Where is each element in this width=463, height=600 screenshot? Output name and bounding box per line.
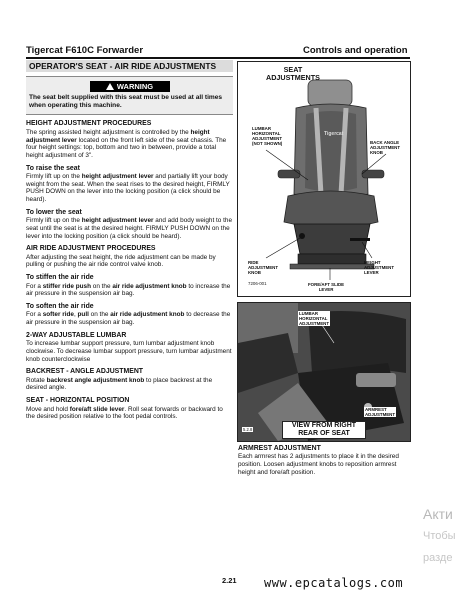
height-intro bbox=[26, 129, 233, 160]
label-back-angle-knob bbox=[370, 140, 400, 155]
activation-overlay-line2: Чтобы bbox=[423, 530, 456, 542]
height-heading: HEIGHT ADJUSTMENT PROCEDURES bbox=[26, 120, 152, 128]
lumbar-l2: HORIZONTAL bbox=[252, 131, 281, 136]
label-fore-aft-lever bbox=[308, 282, 344, 292]
foreaft-l1: FORE/AFT SLIDE bbox=[308, 282, 345, 287]
soften-heading: To soften the air ride bbox=[26, 302, 94, 310]
right-column bbox=[238, 445, 410, 477]
photo-lumbar-l3: ADJUSTMENT bbox=[299, 321, 330, 326]
seat-horizontal-b: . Roll seat forwards or backward to the desired position relative to the foot pedal controls. bbox=[26, 405, 223, 421]
header-rule bbox=[26, 57, 410, 59]
raise-bold: height adjustment lever bbox=[81, 173, 154, 181]
soften-b: , bbox=[73, 311, 78, 319]
backrest-a: Rotate bbox=[26, 376, 47, 384]
header-section: Controls and operation bbox=[303, 45, 408, 56]
stiffen-b: on the bbox=[91, 282, 113, 290]
figure-code: 7206-001 bbox=[248, 281, 267, 286]
photo-code: 5.2.8 bbox=[243, 427, 253, 432]
seat-horizontal-a: Move and hold bbox=[26, 405, 70, 413]
soften-bold-b: pull bbox=[77, 311, 89, 319]
photo-label-lumbar bbox=[298, 311, 330, 326]
air-ride-intro: After adjusting the seat height, the ride adjustment can be made by pulling or pushing the air ride control valve knob. bbox=[26, 253, 216, 269]
seat-horizontal-bold: fore/aft slide lever bbox=[69, 405, 125, 413]
foreaft-l2: LEVER bbox=[318, 287, 334, 292]
label-lumbar-adjustment bbox=[252, 126, 282, 146]
stiffen-heading: To stiffen the air ride bbox=[26, 274, 94, 282]
height-intro-bold: height adjustment lever bbox=[26, 128, 210, 144]
activation-overlay-line1: Акти bbox=[423, 506, 453, 522]
soften-c: on the bbox=[88, 311, 111, 319]
lower-a: Firmly lift up on the bbox=[26, 217, 82, 225]
ride-l1: RIDE bbox=[248, 260, 259, 265]
height-intro-a: The spring assisted height adjustment is controlled by the bbox=[26, 128, 191, 136]
backrest-text bbox=[26, 377, 233, 392]
soften-bold-a: softer ride bbox=[42, 311, 74, 319]
label-ride-knob bbox=[248, 260, 278, 275]
warning-box bbox=[26, 76, 233, 115]
seat-horizontal-heading: SEAT - HORIZONTAL POSITION bbox=[26, 397, 130, 405]
backangle-l1: BACK ANGLE bbox=[370, 140, 400, 145]
lower-bold: height adjustment lever bbox=[81, 217, 154, 225]
warning-label-text: WARNING bbox=[116, 82, 154, 91]
soften-text bbox=[26, 311, 233, 326]
lumbar-l3: ADJUSTMENT bbox=[252, 136, 283, 141]
backangle-l3: KNOB bbox=[370, 150, 383, 155]
armrest-text: Each armrest has 2 adjustments to place it in the desired position. Loosen adjustment knobs to reposition armrest height and fore/aft position. bbox=[238, 453, 399, 476]
stiffen-c: to increase the air pressure in the suspension air bag. bbox=[26, 282, 231, 298]
height-l1: HEIGHT bbox=[364, 260, 381, 265]
watermark-url: www.epcatalogs.com bbox=[264, 576, 404, 590]
backrest-bold: backrest angle adjustment knob bbox=[46, 376, 145, 384]
photo-label-armrest bbox=[364, 407, 396, 417]
warning-triangle-icon bbox=[106, 83, 114, 90]
air-ride-heading: AIR RIDE ADJUSTMENT PROCEDURES bbox=[26, 245, 156, 253]
ride-l2: ADJUSTMENT bbox=[248, 265, 279, 270]
left-column bbox=[26, 60, 233, 421]
stiffen-bold-b: air ride adjustment knob bbox=[112, 282, 187, 290]
label-height-lever bbox=[364, 260, 394, 275]
height-l3: LEVER bbox=[364, 270, 379, 275]
figure-title-line1: SEAT bbox=[283, 65, 303, 74]
photo-armrest-l1: ARMREST bbox=[365, 407, 387, 412]
backrest-heading: BACKREST - ANGLE ADJUSTMENT bbox=[26, 368, 144, 376]
raise-heading: To raise the seat bbox=[26, 164, 80, 172]
height-intro-b: located on the front left side of the seat chassis. The four height settings: top, bottom and two in between, provide a total height adjustment of 3". bbox=[26, 136, 227, 159]
lumbar-text: To increase lumbar support pressure, turn lumbar adjustment knob clockwise. To decrease lumbar support pressure, turn lumbar adjustment knob counterclockwise bbox=[26, 340, 232, 363]
warning-label bbox=[90, 81, 170, 92]
lumbar-heading: 2-WAY ADJUSTABLE LUMBAR bbox=[26, 331, 127, 339]
seat-adjustments-figure bbox=[237, 61, 411, 297]
seat-brand-logo: Tigercat bbox=[324, 131, 344, 137]
backrest-b: to place backrest at the desired angle. bbox=[26, 376, 213, 392]
warning-text: The seat belt supplied with this seat must be used at all times when operating this machine. bbox=[29, 94, 223, 110]
backangle-l2: ADJUSTMENT bbox=[370, 145, 401, 150]
figure-title bbox=[266, 66, 320, 82]
photo-caption-l2: REAR OF SEAT bbox=[298, 430, 350, 437]
photo-lumbar-l2: HORIZONTAL bbox=[299, 316, 328, 321]
soften-bold-c: air ride adjustment knob bbox=[110, 311, 185, 319]
section-title: OPERATOR'S SEAT - AIR RIDE ADJUSTMENTS bbox=[26, 60, 233, 72]
rear-view-photo bbox=[237, 302, 411, 442]
header-model: Tigercat F610C Forwarder bbox=[26, 45, 144, 56]
photo-caption bbox=[282, 421, 366, 439]
height-l2: ADJUSTMENT bbox=[364, 265, 395, 270]
stiffen-bold-a: stiffer ride push bbox=[42, 282, 91, 290]
armrest-heading: ARMREST ADJUSTMENT bbox=[238, 445, 321, 452]
photo-lumbar-l1: LUMBAR bbox=[299, 311, 319, 316]
page-number: 2.21 bbox=[222, 576, 237, 585]
soften-a: For a bbox=[26, 311, 43, 319]
raise-text bbox=[26, 173, 233, 204]
figure-title-line2: ADJUSTMENTS bbox=[266, 73, 320, 82]
photo-armrest-l2: ADJUSTMENT bbox=[365, 412, 396, 417]
stiffen-a: For a bbox=[26, 282, 43, 290]
photo-caption-l1: VIEW FROM RIGHT bbox=[291, 422, 357, 429]
activation-overlay-line3: разде bbox=[423, 552, 453, 564]
lumbar-l1: LUMBAR bbox=[252, 126, 272, 131]
lower-b: and add body weight to the seat until the seat is at the desired height. FIRMLY PUSH DOWN on the lever into the locking position (a click should be heard). bbox=[26, 217, 233, 240]
raise-a: Firmly lift up on the bbox=[26, 173, 82, 181]
stiffen-text bbox=[26, 283, 233, 298]
raise-b: and partially lift your body weight from the seat. When the seat rises to the desired height, FIRMLY PUSH DOWN on the lever into the locking position (a click should be heard). bbox=[26, 173, 230, 204]
lower-text bbox=[26, 217, 233, 240]
ride-l3: KNOB bbox=[248, 270, 261, 275]
lumbar-l4: (NOT SHOWN) bbox=[252, 141, 283, 146]
soften-d: to decrease the air pressure in the suspension air bag. bbox=[26, 311, 231, 327]
seat-horizontal-text bbox=[26, 406, 233, 421]
lower-heading: To lower the seat bbox=[26, 208, 82, 216]
